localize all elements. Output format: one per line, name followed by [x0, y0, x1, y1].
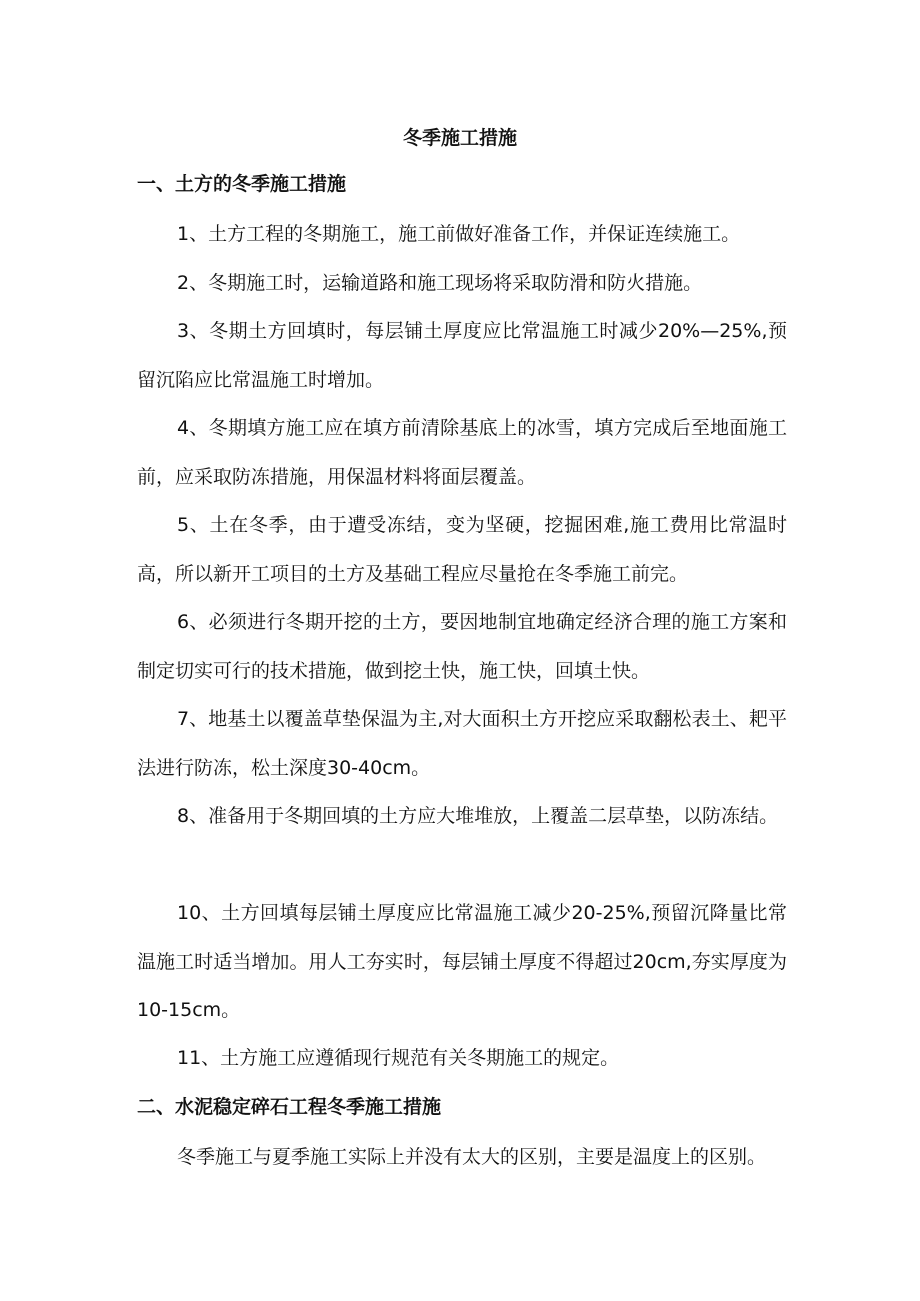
paragraph-4: 4、冬期填方施工应在填方前清除基底上的冰雪，填方完成后至地面施工前，应采取防冻措施，用保温材料将面层覆盖。: [137, 417, 787, 488]
paragraph-8: 8、准备用于冬期回填的土方应大堆堆放，上覆盖二层草垫，以防冻结。: [177, 805, 779, 827]
section-2-paragraph: 冬季施工与夏季施工实际上并没有太大的区别，主要是温度上的区别。: [177, 1146, 767, 1168]
paragraph-6: 6、必须进行冬期开挖的土方，要因地制宜地确定经济合理的施工方案和制定切实可行的技术措施，做到挖土快，施工快，回填土快。: [137, 611, 787, 682]
section-1-heading: 一、土方的冬季施工措施: [137, 173, 347, 195]
section-2-heading: 二、水泥稳定碎石工程冬季施工措施: [137, 1096, 442, 1118]
paragraph-2: 2、冬期施工时，运输道路和施工现场将采取防滑和防火措施。: [177, 271, 703, 294]
paragraph-3: 3、冬期土方回填时，每层铺土厚度应比常温施工时减少20%—25%,预留沉陷应比常温施工时增加。: [137, 320, 787, 391]
paragraph-5: 5、土在冬季，由于遭受冻结，变为坚硬，挖掘困难,施工费用比常温时高，所以新开工项目的土方及基础工程应尽量抢在冬季施工前完。: [137, 514, 787, 585]
document-title: 冬季施工措施: [402, 127, 517, 149]
paragraph-1: 1、土方工程的冬期施工，施工前做好准备工作，并保证连续施工。: [177, 223, 741, 245]
paragraph-11: 11、土方施工应遵循现行规范有关冬期施工的规定。: [177, 1047, 620, 1069]
paragraph-7: 7、地基土以覆盖草垫保温为主,对大面积土方开挖应采取翻松表土、耙平法进行防冻，松土深度30-40cm。: [137, 708, 787, 779]
paragraph-10: 10、土方回填每层铺土厚度应比常温施工减少20-25%,预留沉降量比常温施工时适当增加。用人工夯实时，每层铺土厚度不得超过20cm,夯实厚度为10-15cm。: [137, 902, 787, 1021]
